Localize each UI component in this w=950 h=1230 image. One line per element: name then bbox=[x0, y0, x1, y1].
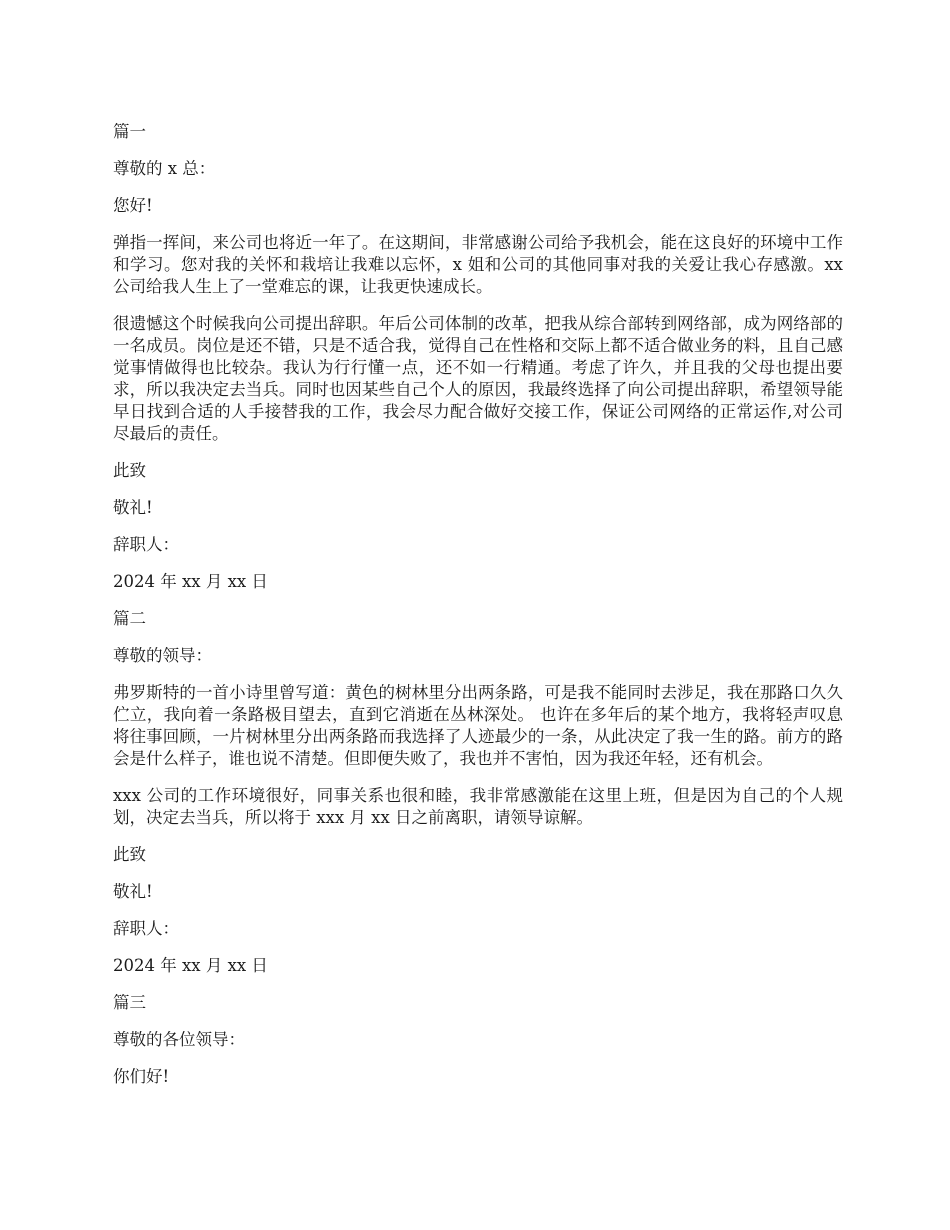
section-heading-2: 篇二 bbox=[113, 609, 146, 628]
closing: 此致 bbox=[113, 845, 146, 864]
closing: 此致 bbox=[113, 461, 146, 480]
section-heading-1: 篇一 bbox=[113, 122, 146, 141]
body-paragraph: 弹指一挥间，来公司也将近一年了。在这期间，非常感谢公司给予我机会，能在这良好的环境中工作和学习。您对我的关怀和栽培让我难以忘怀，x 姐和公司的其他同事对我的关爱让我心存感激。xx 公司给我人生上了一堂难忘的课，让我更快速成长。 bbox=[113, 233, 843, 296]
signature-label: 辞职人： bbox=[113, 535, 179, 554]
salutation: 尊敬的领导： bbox=[113, 646, 212, 665]
salutation: 尊敬的 x 总： bbox=[113, 159, 216, 178]
salutation: 尊敬的各位领导： bbox=[113, 1030, 245, 1049]
body-paragraph: 很遗憾这个时候我向公司提出辞职。年后公司体制的改革，把我从综合部转到网络部，成为网络部的一名成员。岗位是还不错，只是不适合我，觉得自己在性格和交际上都不适合做业务的料，且自己感觉事情做得也比较杂。我认为行行懂一点，还不如一行精通。考虑了许久，并且我的父母也提出要求，所以我决定去当兵。同时也因某些自己个人的原因，我最终选择了向公司提出辞职，希望领导能早日找到合适的人手接替我的工作，我会尽力配合做好交接工作，保证公司网络的正常运作,对公司尽最后的责任。 bbox=[113, 314, 843, 443]
document-page bbox=[113, 121, 843, 1103]
greeting: 您好! bbox=[113, 196, 153, 215]
date-line: 2024 年 xx 月 xx 日 bbox=[113, 956, 268, 975]
signature-label: 辞职人： bbox=[113, 919, 179, 938]
greeting: 你们好! bbox=[113, 1067, 170, 1086]
body-paragraph: 弗罗斯特的一首小诗里曾写道：黄色的树林里分出两条路，可是我不能同时去涉足，我在那路口久久伫立，我向着一条路极目望去，直到它消逝在丛林深处。 也许在多年后的某个地方，我将轻声叹息将往事回顾，一片树林里分出两条路而我选择了人迹最少的一条，从此决定了我一生的路。前方的路会是什么样子，谁也说不清楚。但即便失败了，我也并不害怕，因为我还年轻，还有机会。 bbox=[113, 683, 843, 768]
closing-salute: 敬礼! bbox=[113, 498, 153, 517]
closing-salute: 敬礼! bbox=[113, 882, 153, 901]
date-line: 2024 年 xx 月 xx 日 bbox=[113, 572, 268, 591]
section-heading-3: 篇三 bbox=[113, 993, 146, 1012]
body-paragraph: xxx 公司的工作环境很好，同事关系也很和睦，我非常感激能在这里上班，但是因为自己的个人规划，决定去当兵，所以将于 xxx 月 xx 日之前离职，请领导谅解。 bbox=[113, 786, 843, 827]
